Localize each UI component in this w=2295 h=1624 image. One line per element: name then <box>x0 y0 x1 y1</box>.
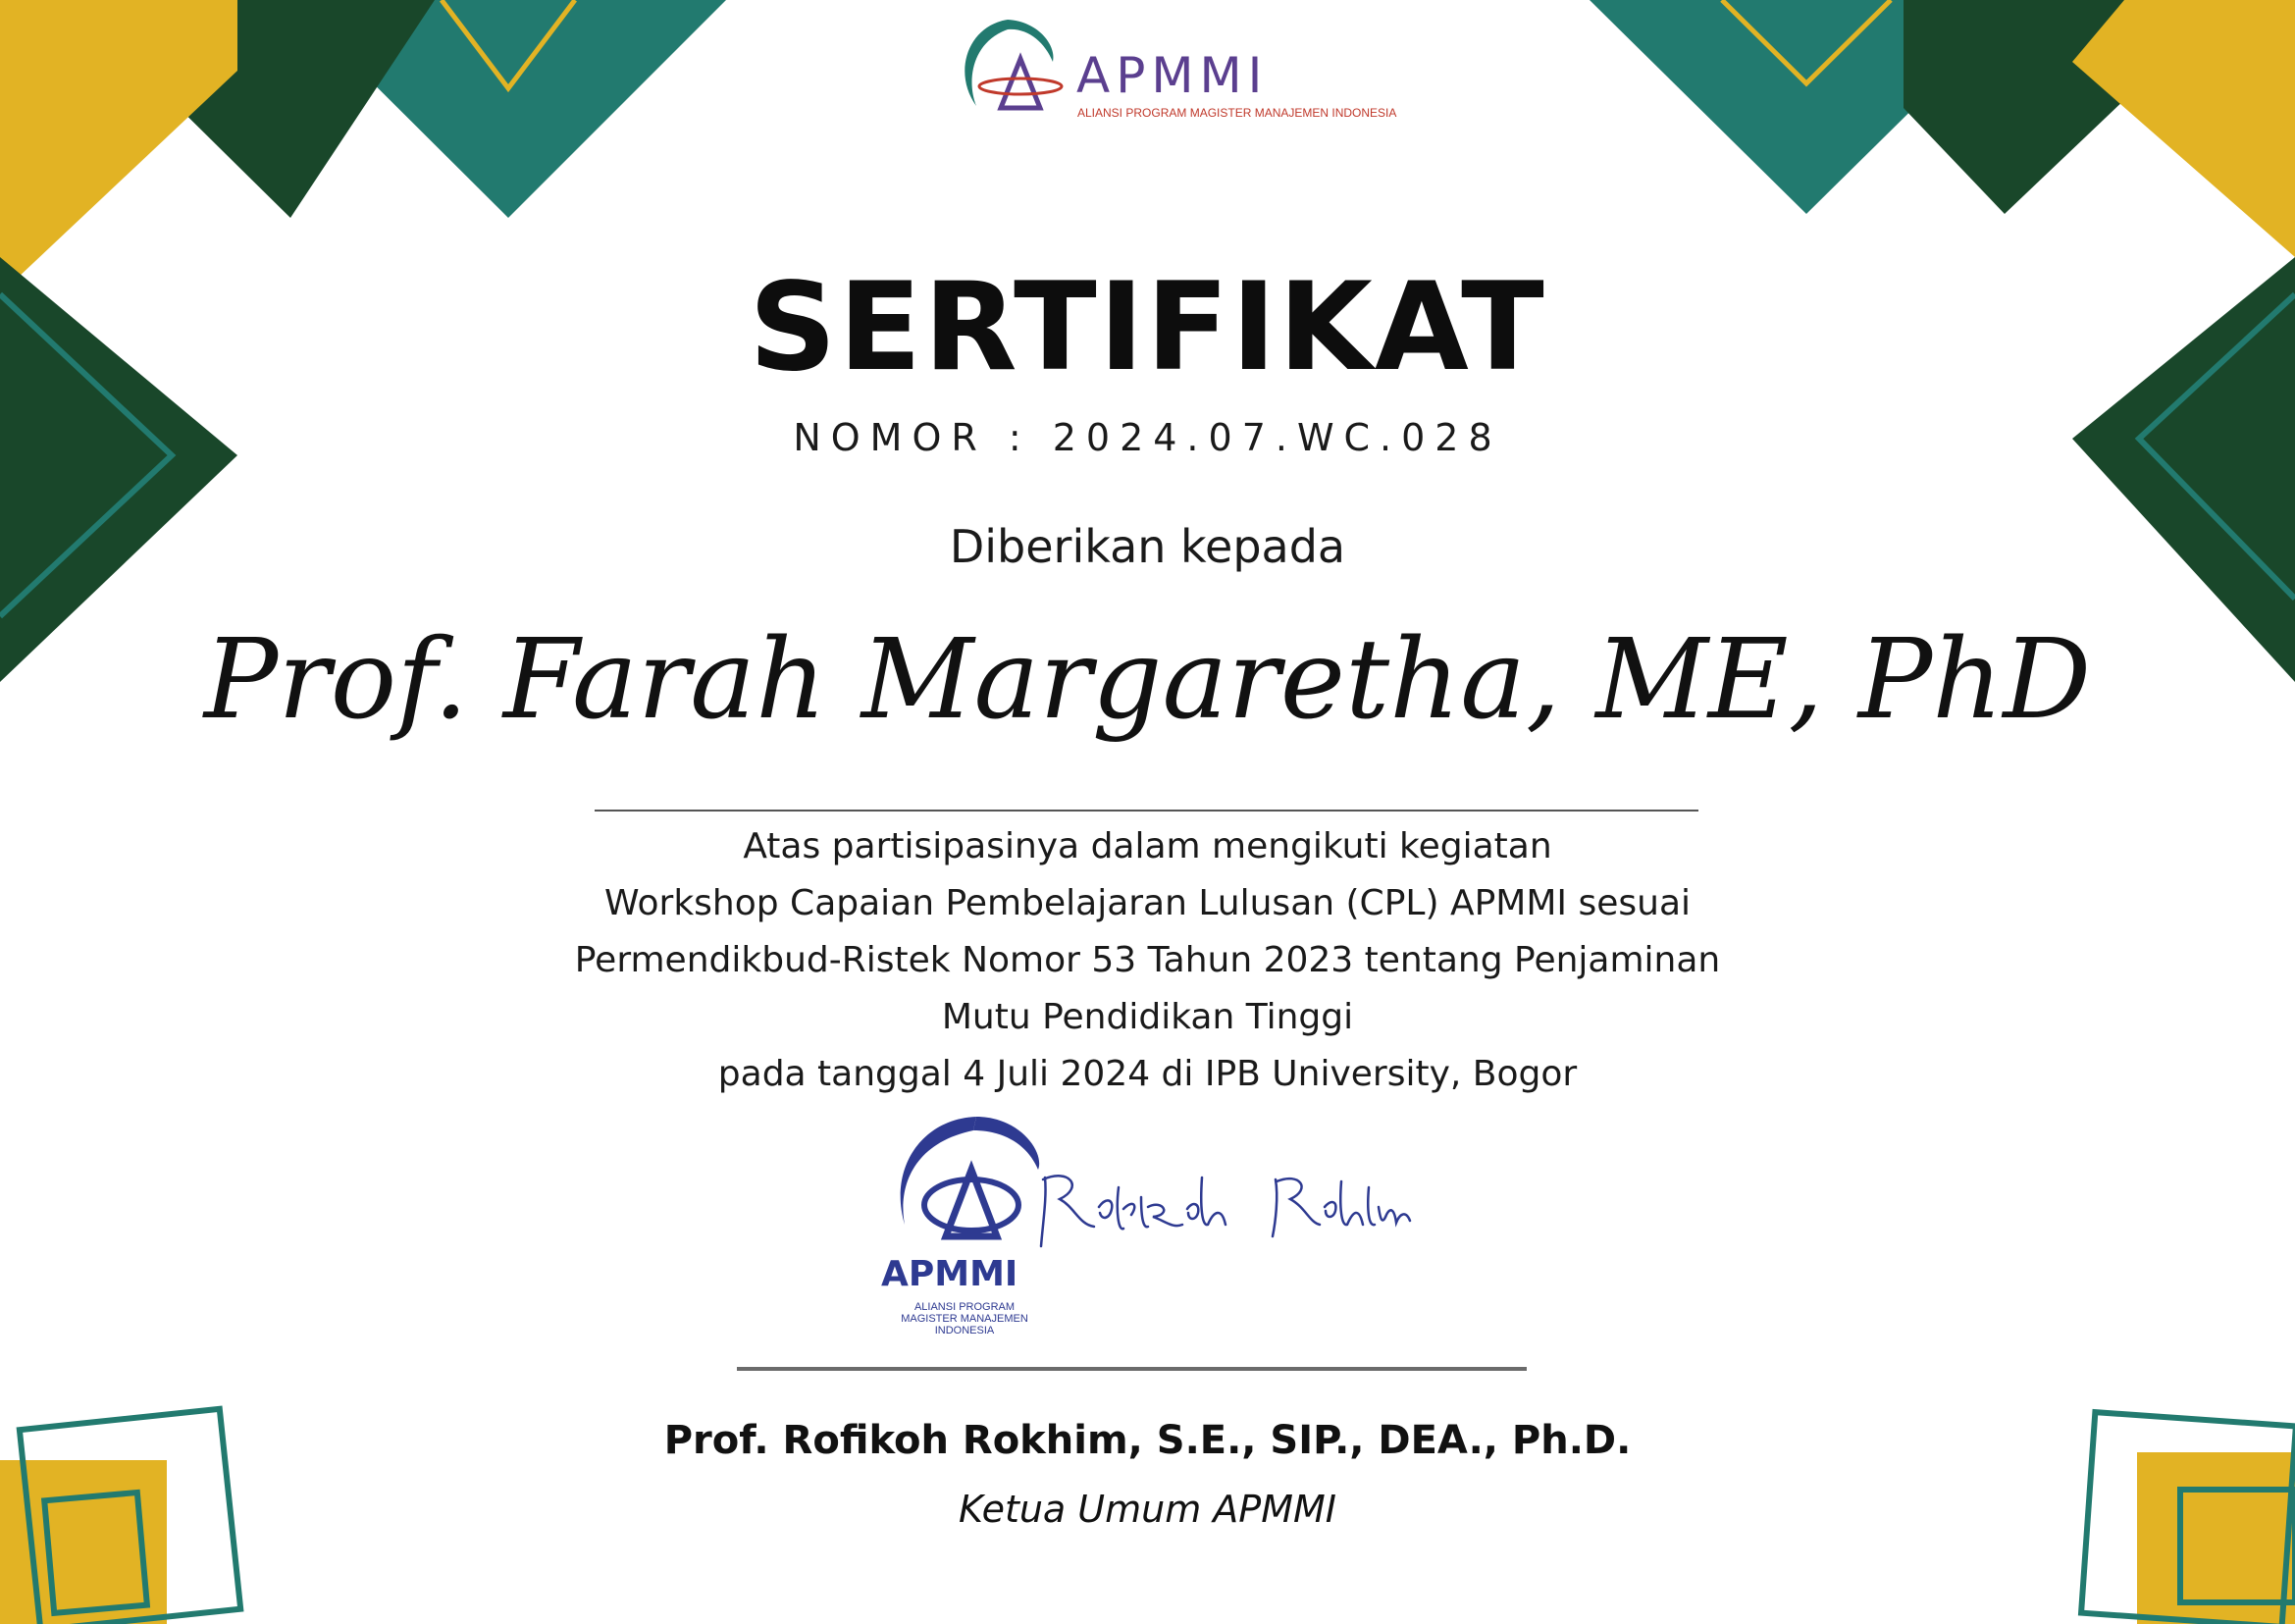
certificate-title: SERTIFIKAT <box>749 257 1546 398</box>
signature-block <box>873 1109 1423 1354</box>
body-line-5: pada tanggal 4 Juli 2024 di IPB University, Bogor <box>717 1054 1578 1094</box>
recipient-name: Prof. Farah Margaretha, ME, PhD <box>203 616 2092 744</box>
top-right-gold-diamond <box>2072 0 2295 257</box>
seal-subtitle: ALIANSI PROGRAM MAGISTER MANAJEMEN INDONESIA <box>901 1301 1028 1336</box>
body-line-2: Workshop Capaian Pembelajaran Lulusan (CPL) APMMI sesuai <box>604 883 1691 923</box>
seal-wordmark: APMMI <box>881 1254 1018 1294</box>
recipient-underline <box>595 810 1698 812</box>
body-line-3: Permendikbud-Ristek Nomor 53 Tahun 2023 tentang Penjaminan <box>574 940 1721 980</box>
bottom-right-gold-square <box>2137 1452 2295 1624</box>
signatory-name: Prof. Rofikoh Rokhim, S.E., SIP., DEA., Ph.D. <box>663 1418 1632 1463</box>
apmmi-emblem-icon <box>947 8 1074 126</box>
apmmi-logo <box>947 8 1397 126</box>
top-left-gold-diamond <box>0 0 237 294</box>
certificate-number: NOMOR : 2024.07.WC.028 <box>793 416 1502 459</box>
logo-subtitle: ALIANSI PROGRAM MAGISTER MANAJEMEN INDONESIA <box>1077 106 1397 120</box>
given-to-label: Diberikan kepada <box>949 520 1346 573</box>
body-line-4: Mutu Pendidikan Tinggi <box>941 997 1354 1037</box>
signature-line <box>737 1367 1527 1371</box>
handwritten-signature <box>1025 1138 1418 1276</box>
body-line-1: Atas partisipasinya dalam mengikuti kegiatan <box>743 826 1552 866</box>
logo-wordmark: APMMI <box>1076 47 1269 104</box>
signatory-role: Ketua Umum APMMI <box>959 1488 1336 1531</box>
